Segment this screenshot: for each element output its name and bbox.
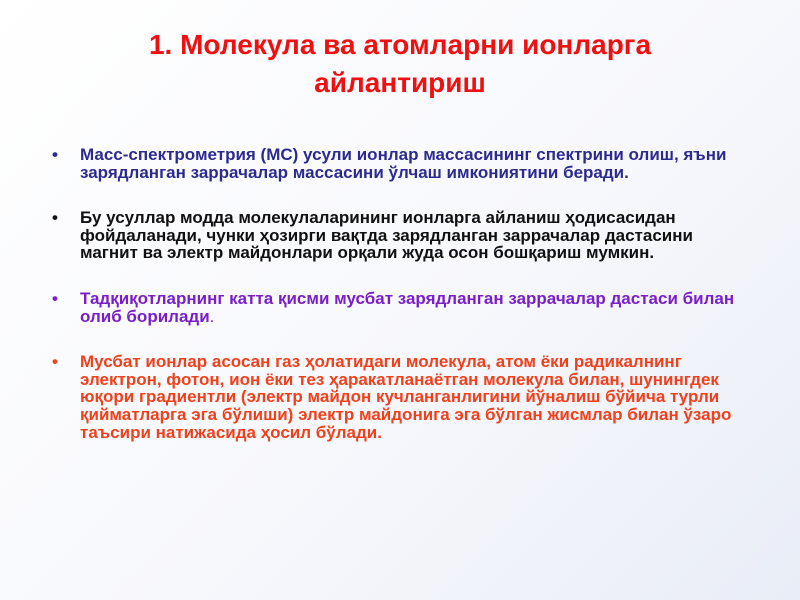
bullet-text-tail: . — [209, 306, 215, 326]
bullet-text: Масс-спектрометрия (МС) усули ионлар массасининг спектрини олиш, яъни зарядланган заррачалар массасини ўлчаш имкониятини беради. — [80, 145, 727, 182]
bullet-item-mass-spectrometry — [46, 146, 746, 181]
bullet-dot-icon: • — [52, 145, 58, 164]
bullet-dot-icon: • — [52, 288, 58, 308]
bullet-text: Бу усуллар модда молекулаларининг ионларга айланиш ҳодисасидан фойдаланади, чунки ҳозирги вақтда зарядланган заррачалар дастасини магнит ва электр майдонлари орқали жуда осон бошқариш мумкин. — [80, 208, 693, 263]
bullet-dot-icon: • — [52, 208, 58, 228]
bullet-item-positive-particles — [46, 290, 746, 325]
bullet-text: Тадқиқотларнинг катта қисми мусбат зарядланган заррачалар дастаси билан олиб борилади — [80, 288, 735, 326]
bullet-item-positive-ions — [46, 353, 746, 441]
bullet-dot-icon: • — [52, 352, 58, 372]
bullet-list — [46, 146, 746, 441]
bullet-text: Мусбат ионлар асосан газ ҳолатидаги молекула, атом ёки радикалнинг электрон, фотон, ион ёки тез ҳаракатланаётган молекула билан, шунингдек юқори градиентли (электр майдон кучланганлигини йўналиш бўйича турли қийматларга эга бўлиши) электр майдонига эга бўлган жисмлар билан ўзаро таъсири натижасида ҳосил бўлади. — [80, 352, 732, 442]
slide-title: 1. Молекула ва атомларни ионларга айлантириш — [148, 29, 652, 98]
bullet-item-ionization — [46, 209, 746, 262]
